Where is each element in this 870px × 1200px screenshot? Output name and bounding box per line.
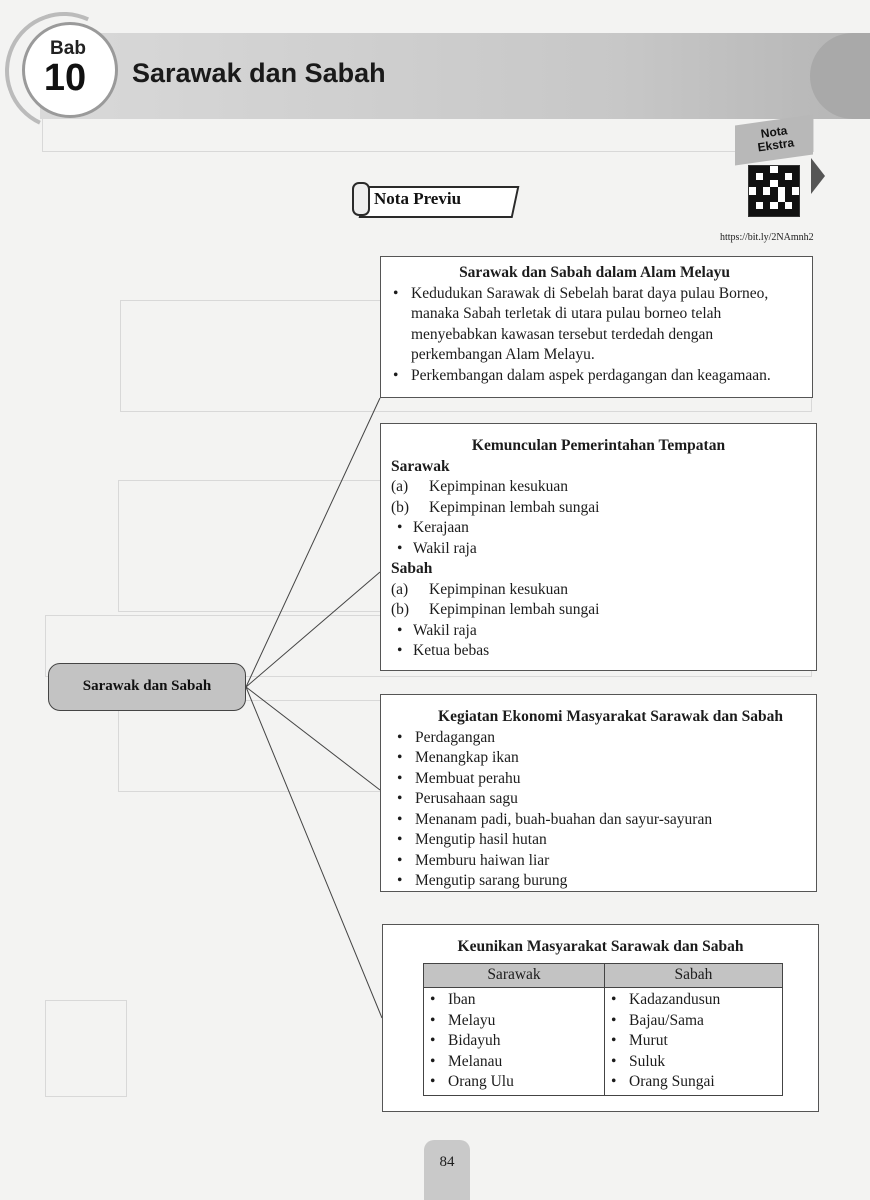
list-item: • Suluk	[605, 1052, 782, 1073]
table-cell-sabah	[605, 988, 783, 1096]
table-cell-sarawak	[424, 988, 605, 1096]
list-item: • Kedudukan Sarawak di Sebelah barat daya pulau Borneo, manaka Sabah terletak di utara pulau borneo telah menyebabkan kawasan tersebut terdedah dengan perkembangan Alam Melayu.	[387, 284, 802, 366]
connector-card2	[246, 572, 380, 687]
list-item: • Iban	[424, 990, 604, 1011]
sarawak-heading: Sarawak	[391, 457, 450, 475]
list-index: (a)	[391, 478, 409, 495]
list-item: • Orang Ulu	[424, 1072, 604, 1093]
list-item: • Menangkap ikan	[391, 748, 806, 769]
list-item: • Bidayuh	[424, 1031, 604, 1052]
sabah-heading: Sabah	[391, 560, 433, 577]
connector-card4	[246, 687, 382, 1018]
list-item: • Ketua bebas	[391, 641, 806, 662]
list-item: • Melayu	[424, 1011, 604, 1032]
card-alam-melayu-title: Sarawak dan Sabah dalam Alam Melayu	[459, 264, 730, 281]
table-header-row	[424, 964, 783, 988]
list-item-text: Kepimpinan lembah sungai	[429, 498, 600, 516]
card-ekonomi	[380, 694, 817, 892]
list-item: • Menanam padi, buah-buahan dan sayur-sayuran	[391, 810, 806, 831]
card-ekonomi-title: Kegiatan Ekonomi Masyarakat Sarawak dan Sabah	[438, 708, 783, 725]
list-item: • Wakil raja	[391, 539, 806, 560]
list-item	[391, 498, 806, 519]
list-item: • Murut	[605, 1031, 782, 1052]
list-item: • Kadazandusun	[605, 990, 782, 1011]
card-keunikan	[382, 924, 819, 1112]
mindmap-hub: Sarawak dan Sabah	[48, 663, 246, 711]
table-header-sabah: Sabah	[605, 964, 783, 988]
list-item: • Bajau/Sama	[605, 1011, 782, 1032]
list-item-text: Kepimpinan kesukuan	[429, 580, 569, 598]
table-header-sarawak: Sarawak	[424, 964, 605, 988]
card-keunikan-title: Keunikan Masyarakat Sarawak dan Sabah	[457, 938, 744, 955]
list-item: • Perkembangan dalam aspek perdagangan dan keagamaan.	[387, 366, 802, 387]
list-index: (b)	[391, 498, 410, 516]
page-title: Sarawak dan Sabah	[132, 58, 386, 88]
nota-ekstra-link[interactable]: https://bit.ly/2NAmnh2	[720, 232, 814, 243]
list-item: • Memburu haiwan liar	[391, 851, 806, 872]
list-item-text: Kepimpinan kesukuan	[429, 478, 569, 495]
nota-previu-label: Nota Previu	[374, 189, 462, 208]
list-item-text: Kepimpinan lembah sungai	[429, 601, 600, 618]
keunikan-table	[423, 963, 783, 1096]
list-item: • Membuat perahu	[391, 769, 806, 790]
list-item: • Mengutip hasil hutan	[391, 830, 806, 851]
nota-ekstra-label: Nota Ekstra	[756, 123, 795, 155]
list-item: • Perusahaan sagu	[391, 789, 806, 810]
list-item: • Kerajaan	[391, 518, 806, 539]
list-item: • Wakil raja	[391, 621, 806, 642]
list-item	[391, 477, 806, 498]
connector-card1	[246, 398, 380, 687]
list-item: • Melanau	[424, 1052, 604, 1073]
list-item: • Perdagangan	[391, 728, 806, 749]
connector-card3	[246, 687, 380, 790]
list-index: (b)	[391, 601, 410, 618]
card-pemerintahan	[380, 423, 817, 671]
card-pemerintahan-title: Kemunculan Pemerintahan Tempatan	[471, 437, 726, 454]
card-alam-melayu	[380, 256, 813, 398]
list-item: • Mengutip sarang burung	[391, 871, 806, 892]
page-number: 84	[424, 1140, 470, 1200]
list-item	[391, 580, 806, 601]
list-item: • Orang Sungai	[605, 1072, 782, 1093]
list-index: (a)	[391, 580, 409, 598]
table-row	[424, 988, 783, 1096]
chapter-label: Bab	[50, 38, 86, 59]
list-item	[391, 600, 806, 621]
chapter-number: 10	[43, 57, 87, 99]
